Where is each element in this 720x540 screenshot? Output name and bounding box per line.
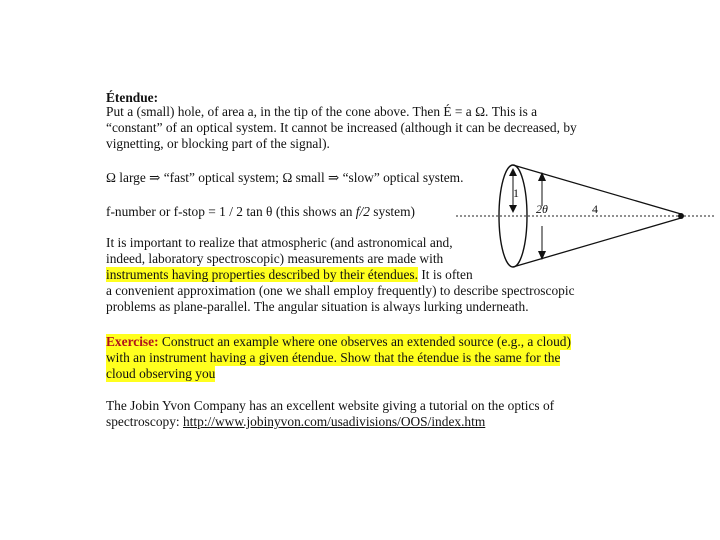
exercise-line2: with an instrument having a given étendue. Show that the étendue is the same for the	[106, 350, 561, 365]
fnumber-suffix-em: f/2	[355, 204, 370, 219]
fnumber-prefix: f-number or f-stop =	[106, 204, 220, 219]
exercise-label: Exercise:	[106, 334, 159, 349]
exercise-line3: cloud observing you	[106, 366, 216, 381]
jobin-line1: The Jobin Yvon Company has an excellent website giving a tutorial on the optics of	[106, 398, 555, 413]
label-angle: 2θ	[536, 202, 548, 216]
para2-line1: It is important to realize that atmospheric (and astronomical and,	[106, 235, 453, 250]
height-arrow-head-up	[509, 168, 517, 176]
para1-line2: “constant” of an optical system. It cannot be increased (although it can be decreased, by	[106, 120, 577, 135]
para2-line3-rest: It is often	[418, 267, 473, 282]
para2-line4: a convenient approximation (one we shall employ frequently) to describe spectroscopic	[106, 283, 575, 298]
height-arrow-head-down	[509, 205, 517, 213]
fnumber-formula: 1 / 2 tan θ	[219, 204, 273, 219]
angle-arrow-upper-head	[538, 172, 546, 181]
etendue-title: Étendue:	[106, 90, 159, 105]
label-length: 4	[592, 202, 598, 216]
cone-lower-edge	[513, 218, 681, 267]
para2-highlight: instruments having properties described by their étendues.	[106, 267, 418, 282]
omega-line: Ω large ⇒ “fast” optical system; Ω small ⇒ “slow” optical system.	[106, 170, 464, 185]
para2-line5: problems as plane-parallel. The angular situation is always lurking underneath.	[106, 299, 529, 314]
label-height: 1	[513, 186, 519, 200]
angle-arrow-lower-head	[538, 251, 546, 260]
para2-line2: indeed, laboratory spectroscopic) measurements are made with	[106, 251, 444, 266]
jobin-prefix: spectroscopy:	[106, 414, 183, 429]
fnumber-suffix-a: (this shows an	[275, 204, 356, 219]
cone-tip-dot	[678, 213, 684, 219]
fnumber-suffix-b: system)	[369, 204, 415, 219]
para1-line1: Put a (small) hole, of area a, in the tip of the cone above. Then É = a Ω. This is a	[106, 104, 538, 119]
exercise-text1: Construct an example where one observes an extended source (e.g., a cloud)	[158, 334, 571, 349]
para1-line3: vignetting, or blocking part of the signal).	[106, 136, 330, 151]
jobin-url-link[interactable]: http://www.jobinyvon.com/usadivisions/OOS/index.htm	[182, 414, 486, 429]
